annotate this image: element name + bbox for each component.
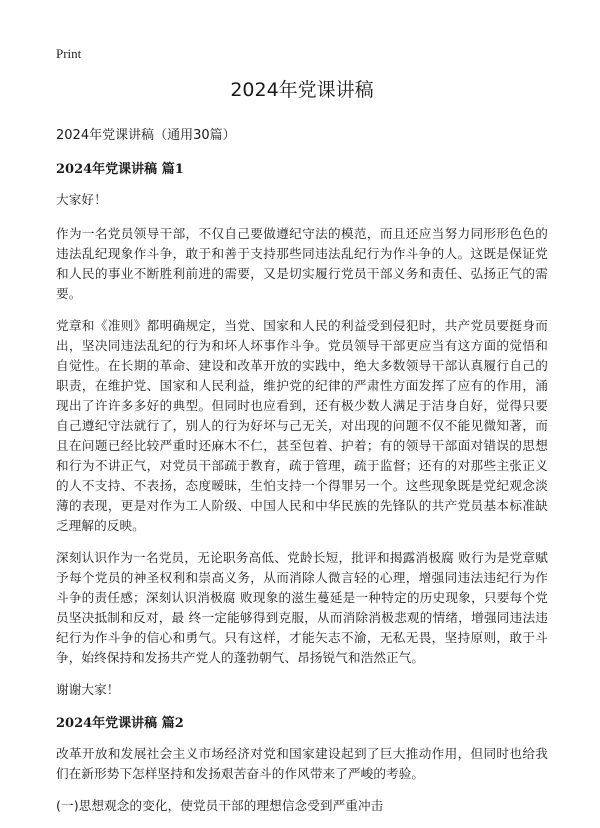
paragraph: 改革开放和发展社会主义市场经济对党和国家建设起到了巨大推动作用，但同时也给我们在新形势下怎样坚持和发扬艰苦奋斗的作风带来了严峻的考验。 (56, 746, 548, 781)
document-subtitle: 2024年党课讲稿（通用30篇） (56, 128, 236, 143)
section-heading-1: 2024年党课讲稿 篇1 (56, 162, 184, 177)
paragraph: 深刻认识作为一名党员，无论职务高低、党龄长短，批评和揭露消极腐 败行为是党章赋予每个党员的神圣权利和崇高义务，从而消除人微言轻的心理，增强同违法违纪行为作斗争的责任感；深刻认识消极腐 败现象的滋生蔓延是一种特定的历史现象，只要每个党员坚决抵制和反对，最 终一定能够得到克服，从而消除消极悲观的情绪，增强同违法违纪行为作斗争的信心和勇气。只有这样，才能矢志不渝，无私无畏，坚持原则，敢于斗争，始终保持和发扬共产党人的蓬勃朝气、昂扬锐气和浩然正气。 (56, 550, 548, 665)
paragraph: 作为一名党员领导干部，不仅自己要做遵纪守法的模范，而且还应当努力同形形色色的违法乱纪现象作斗争，敢于和善于支持那些同违法乱纪行为作斗争的人。这既是保证党和人民的事业不断胜利前进的需要，又是切实履行党员干部义务和责任、弘扬正气的需要。 (56, 226, 548, 301)
greeting: 大家好！ (56, 192, 107, 207)
paragraph: (一)思想观念的变化，使党员干部的理想信念受到严重冲击 (56, 798, 384, 813)
closing-remark: 谢谢大家！ (56, 682, 120, 697)
section-heading-2: 2024年党课讲稿 篇2 (56, 716, 184, 731)
document-page (56, 74, 548, 828)
document-title: 2024年党课讲稿 (230, 79, 374, 101)
paragraph: 党章和《准则》都明确规定，当党、国家和人民的利益受到侵犯时，共产党员要挺身而出，坚决同违法乱纪的行为和坏人坏事作斗争。党员领导干部更应当有这方面的觉悟和自觉性。在长期的革命、建设和改革开放的实践中，绝大多数领导干部认真履行自己的职责，在维护党、国家和人民利益，维护党的纪律的严肃性方面发挥了应有的作用，涌现出了许许多多好的典型。但同时也应看到，还有极少数人满足于洁身自好，觉得只要自己遵纪守法就行了，别人的行为好坏与己无关，对出现的问题不仅不能见微知著，而且在问题已经比较严重时还麻木不仁，甚至包着、护着；有的领导干部面对错误的思想和行为不讲正气，对党员干部疏于教育，疏于管理，疏于监督；还有的对那些主张正义的人不支持、不表扬，态度暧昧，生怕支持一个得罪另一个。这些现象既是党纪观念淡薄的表现，更是对作为工人阶级、中国人民和中华民族的先锋队的共产党员基本标准缺乏理解的反映。 (56, 318, 548, 533)
print-link[interactable]: Print (56, 46, 82, 61)
